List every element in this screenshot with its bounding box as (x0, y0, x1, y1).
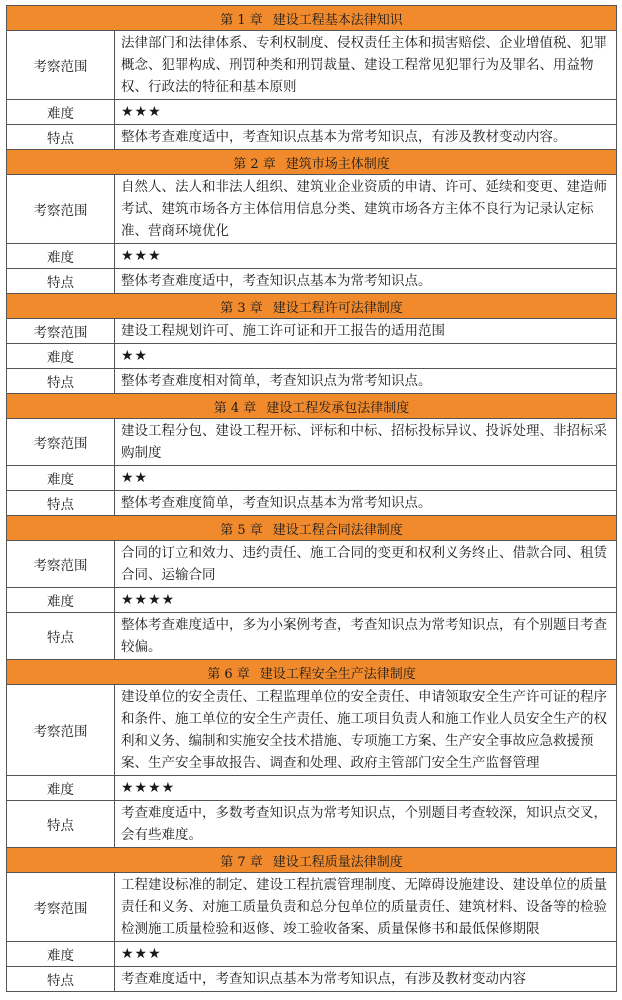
feature-value: 整体考查难度适中，考查知识点基本为常考知识点。 (115, 269, 617, 294)
chapter-header (7, 294, 617, 319)
chapter-number: 第 6 章 (207, 666, 250, 682)
difficulty-row (7, 244, 617, 269)
difficulty-label: 难度 (7, 100, 115, 125)
scope-value: 建设单位的安全责任、工程监理单位的安全责任、申请领取安全生产许可证的程序和条件、施工单位的安全生产责任、施工项目负责人和施工作业人员安全生产的权利和义务、编制和实施安全技术措施、专项施工方案、生产安全事故应急救援预案、生产安全事故报告、调查和处理、政府主管部门安全生产监督管理 (115, 685, 617, 776)
feature-label: 特点 (7, 125, 115, 150)
chapter-number: 第 4 章 (213, 400, 257, 416)
feature-row (7, 491, 617, 516)
chapter-header-row (7, 294, 617, 319)
chapter-title: 建设工程基本法律知识 (272, 12, 403, 28)
feature-value: 整体考查难度相对简单，考查知识点为常考知识点。 (115, 369, 617, 394)
chapter-header (7, 848, 617, 873)
feature-label: 特点 (7, 369, 115, 394)
difficulty-value: ★★★★ (115, 776, 617, 801)
scope-row (7, 175, 617, 244)
table-body (7, 6, 617, 992)
scope-label: 考察范围 (7, 419, 115, 466)
chapter-title: 建设工程质量法律制度 (272, 854, 403, 870)
chapter-header (7, 6, 617, 31)
difficulty-label: 难度 (7, 588, 115, 613)
difficulty-label: 难度 (7, 776, 115, 801)
chapter-title: 建设工程合同法律制度 (272, 522, 403, 538)
scope-row (7, 541, 617, 588)
scope-label: 考察范围 (7, 873, 115, 942)
chapter-header-row (7, 660, 617, 685)
difficulty-label: 难度 (7, 466, 115, 491)
feature-row (7, 269, 617, 294)
feature-label: 特点 (7, 269, 115, 294)
scope-value: 合同的订立和效力、违约责任、施工合同的变更和权利义务终止、借款合同、租赁合同、运输合同 (115, 541, 617, 588)
chapter-number: 第 5 章 (220, 522, 263, 538)
feature-value: 考查难度适中，考查知识点基本为常考知识点，有涉及教材变动内容 (115, 967, 617, 992)
difficulty-row (7, 588, 617, 613)
chapter-number: 第 2 章 (233, 156, 276, 172)
chapter-title: 建设工程许可法律制度 (272, 300, 403, 316)
difficulty-label: 难度 (7, 344, 115, 369)
difficulty-row (7, 466, 617, 491)
chapter-number: 第 1 章 (220, 12, 263, 28)
difficulty-value: ★★★ (115, 100, 617, 125)
chapter-header-row (7, 6, 617, 31)
scope-label: 考察范围 (7, 541, 115, 588)
difficulty-value: ★★★★ (115, 588, 617, 613)
feature-value: 整体考查难度简单，考查知识点基本为常考知识点。 (115, 491, 617, 516)
chapter-number: 第 3 章 (220, 300, 263, 316)
scope-label: 考察范围 (7, 319, 115, 344)
chapter-title: 建筑市场主体制度 (285, 156, 390, 172)
difficulty-value: ★★★ (115, 942, 617, 967)
scope-value: 自然人、法人和非法人组织、建筑业企业资质的申请、许可、延续和变更、建造师考试、建筑市场各方主体信用信息分类、建筑市场各方主体不良行为记录认定标准、营商环境优化 (115, 175, 617, 244)
scope-value: 工程建设标准的制定、建设工程抗震管理制度、无障碍设施建设、建设单位的质量责任和义务、对施工质量负责和总分包单位的质量责任、建筑材料、设备等的检验检测施工质量检验和返修、竣工验收备案、质量保修书和最低保修期限 (115, 873, 617, 942)
chapter-header (7, 394, 617, 419)
difficulty-label: 难度 (7, 244, 115, 269)
chapter-header-row (7, 848, 617, 873)
feature-value: 考查难度适中，多数考查知识点为常考知识点，个别题目考查较深，知识点交叉，会有些难度。 (115, 801, 617, 848)
scope-row (7, 319, 617, 344)
exam-analysis-table (6, 5, 617, 992)
scope-row (7, 31, 617, 100)
feature-row (7, 967, 617, 992)
feature-row (7, 613, 617, 660)
scope-row (7, 419, 617, 466)
difficulty-row (7, 942, 617, 967)
feature-row (7, 369, 617, 394)
scope-label: 考察范围 (7, 685, 115, 776)
scope-row (7, 873, 617, 942)
chapter-header (7, 660, 617, 685)
difficulty-label: 难度 (7, 942, 115, 967)
chapter-number: 第 7 章 (220, 854, 263, 870)
feature-value: 整体考查难度适中，考查知识点基本为常考知识点，有涉及教材变动内容。 (115, 125, 617, 150)
difficulty-row (7, 344, 617, 369)
chapter-header (7, 516, 617, 541)
feature-label: 特点 (7, 491, 115, 516)
scope-row (7, 685, 617, 776)
scope-value: 法律部门和法律体系、专利权制度、侵权责任主体和损害赔偿、企业增值税、犯罪概念、犯罪构成、刑罚种类和刑罚裁量、建设工程常见犯罪行为及罪名、用益物权、行政法的特征和基本原则 (115, 31, 617, 100)
feature-row (7, 125, 617, 150)
difficulty-row (7, 776, 617, 801)
chapter-title: 建设工程安全生产法律制度 (259, 666, 416, 682)
feature-label: 特点 (7, 967, 115, 992)
chapter-header-row (7, 150, 617, 175)
feature-label: 特点 (7, 613, 115, 660)
feature-row (7, 801, 617, 848)
difficulty-value: ★★ (115, 466, 617, 491)
difficulty-value: ★★★ (115, 244, 617, 269)
chapter-title: 建设工程发承包法律制度 (266, 400, 410, 416)
scope-value: 建设工程分包、建设工程开标、评标和中标、招标投标异议、投诉处理、非招标采购制度 (115, 419, 617, 466)
difficulty-row (7, 100, 617, 125)
feature-label: 特点 (7, 801, 115, 848)
difficulty-value: ★★ (115, 344, 617, 369)
chapter-header (7, 150, 617, 175)
scope-value: 建设工程规划许可、施工许可证和开工报告的适用范围 (115, 319, 617, 344)
scope-label: 考察范围 (7, 31, 115, 100)
scope-label: 考察范围 (7, 175, 115, 244)
feature-value: 整体考查难度适中，多为小案例考查，考查知识点为常考知识点，有个别题目考查较偏。 (115, 613, 617, 660)
chapter-header-row (7, 394, 617, 419)
chapter-header-row (7, 516, 617, 541)
